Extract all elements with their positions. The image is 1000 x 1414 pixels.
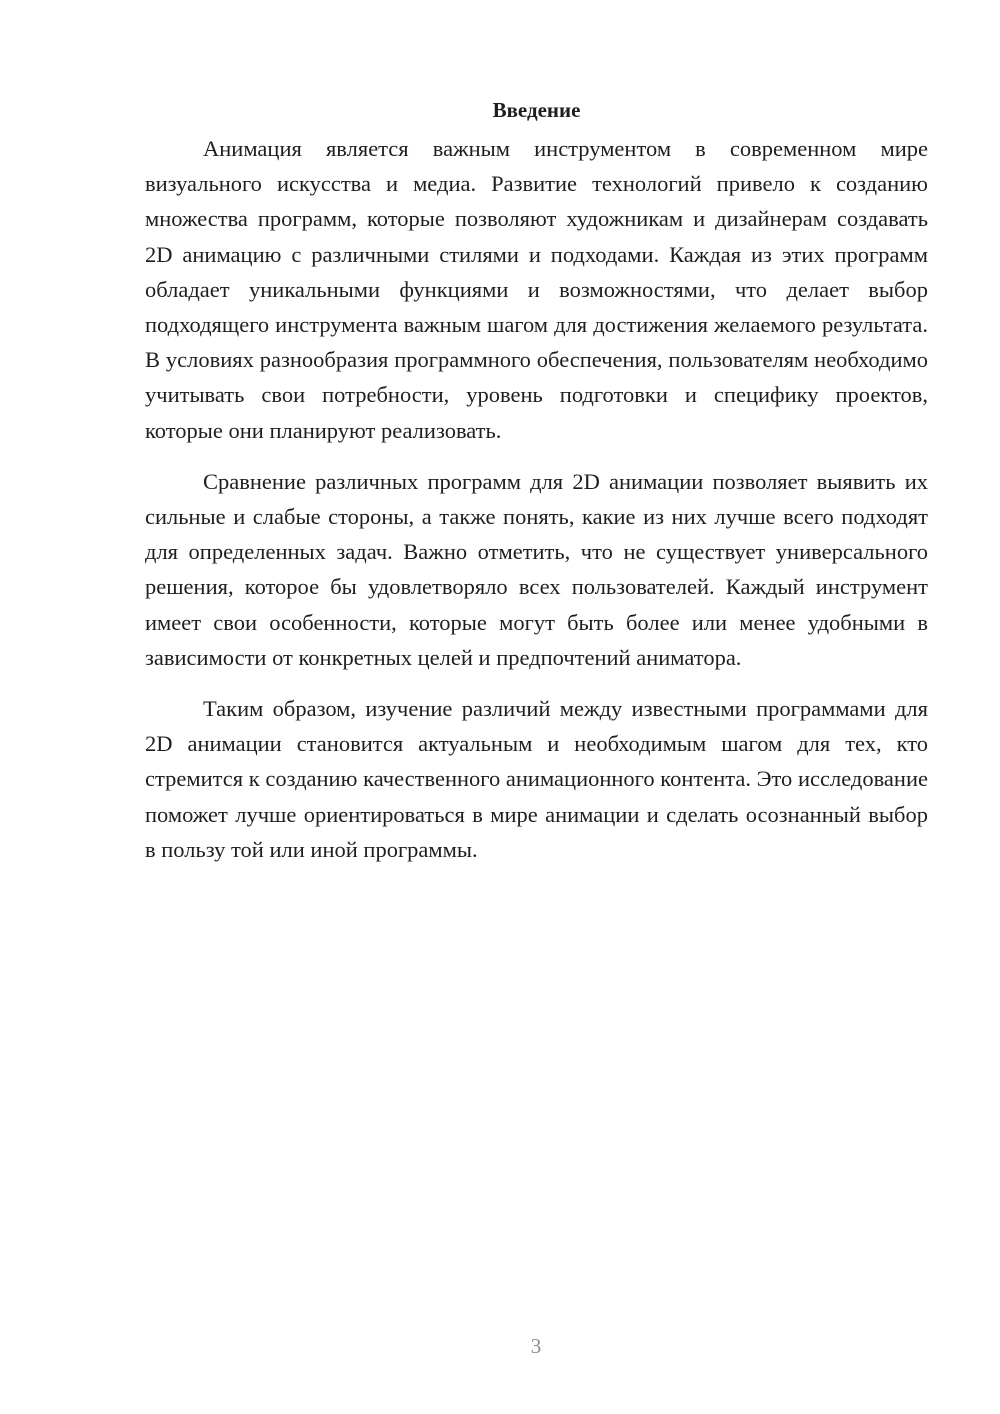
page-number: 3 [530, 1334, 542, 1358]
paragraph-3: Таким образом, изучение различий между известными программами для 2D анимации становится актуальным и необходимым шагом для тех, кто стремится к созданию качественного анимационного контента. Это исследование поможет лучше ориентироваться в мире анимации и сделать осознанный выбор в пользу той или иной программы. [145, 696, 928, 862]
page-title: Введение [492, 98, 581, 122]
paragraph-2: Сравнение различных программ для 2D анимации позволяет выявить их сильные и слабые стороны, а также понять, какие из них лучше всего подходят для определенных задач. Важно отметить, что не существует универсального решения, которое бы удовлетворяло всех пользователей. Каждый инструмент имеет свои особенности, которые могут быть более или менее удобными в зависимости от конкретных целей и предпочтений аниматора. [145, 468, 928, 670]
document-body [145, 92, 928, 867]
paragraph-1: Анимация является важным инструментом в современном мире визуального искусства и медиа. Развитие технологий привело к созданию множества программ, которые позволяют художникам и дизайнерам создавать 2D анимацию с различными стилями и подходами. Каждая из этих программ обладает уникальными функциями и возможностями, что делает выбор подходящего инструмента важным шагом для достижения желаемого результата. В условиях разнообразия программного обеспечения, пользователям необходимо учитывать свои потребности, уровень подготовки и специфику проектов, которые они планируют реализовать. [145, 136, 928, 443]
